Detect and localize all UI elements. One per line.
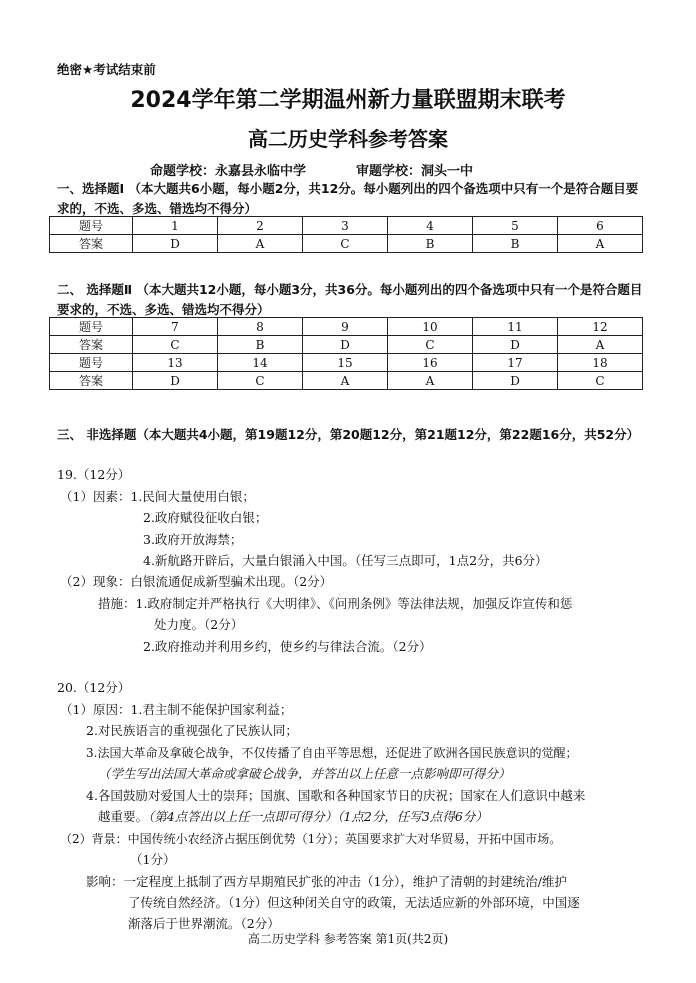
question-number: 11 [473, 318, 558, 336]
section1-heading: 一、选择题Ⅰ （本大题共6小题，每小题2分，共12分。每小题列出的四个备选项中只有一个是符合题目要求的，不选、多选、错选均不得分） [57, 181, 639, 216]
q20-line: 渐落后于世界潮流。（2分） [128, 916, 280, 931]
answer-cell: D [303, 336, 388, 354]
question-number: 13 [133, 354, 218, 372]
table-row [50, 336, 643, 354]
q19-title: 19.（12分） [57, 467, 131, 482]
q19-line: 2.政府赋役征收白银； [143, 510, 268, 525]
answer-cell: D [133, 372, 218, 390]
answer-cell: B [388, 235, 473, 253]
question-number: 17 [473, 354, 558, 372]
school-info [150, 160, 473, 179]
q19-line: （1）因素：1.民间大量使用白银； [60, 489, 255, 504]
q20-line: 影响：一定程度上抵制了西方早期殖民扩张的冲击（1分），维护了清朝的封建统治/维护 [86, 874, 567, 889]
table-row [50, 354, 643, 372]
question-number: 9 [303, 318, 388, 336]
question-number: 12 [558, 318, 643, 336]
q20-line: 2.对民族语言的重视强化了民族认同； [86, 723, 298, 738]
table-row [50, 217, 643, 235]
row-label: 题号 [50, 318, 133, 336]
table-row [50, 235, 643, 253]
section3-heading: 三、 非选择题（本大题共4小题，第19题12分，第20题12分，第21题12分，第22题16分，共52分） [57, 427, 640, 442]
section2-heading: 二、 选择题Ⅱ （本大题共12小题，每小题3分，共36分。每小题列出的四个备选项中只有一个是符合题目要求的，不选、多选、错选均不得分） [57, 282, 643, 317]
page-footer: 高二历史学科 参考答案 第1页(共2页) [247, 932, 449, 946]
q20-line-text: 越重要。 [98, 809, 149, 824]
table-row [50, 318, 643, 336]
answer-cell: A [388, 372, 473, 390]
question-number: 16 [388, 354, 473, 372]
answer-cell: C [303, 235, 388, 253]
q19-line: 4.新航路开辟后，大量白银涌入中国。（任写三点即可，1点2分，共6分） [143, 553, 548, 568]
q19-line: 处力度。（2分） [154, 617, 244, 632]
answer-cell: C [388, 336, 473, 354]
q20-title: 20.（12分） [57, 680, 131, 695]
q20-note: （第4点答出以上任一点即可得分）（1点2分，任写3点得6分） [148, 809, 488, 824]
row-label: 题号 [50, 354, 133, 372]
confidential-label: 绝密★考试结束前 [57, 62, 156, 77]
answer-cell: C [133, 336, 218, 354]
answer-cell: C [218, 372, 303, 390]
q20-line: （1）原因：1.君主制不能保护国家利益； [60, 702, 293, 717]
answer-cell: A [303, 372, 388, 390]
exam-title: 2024学年第二学期温州新力量联盟期末联考 [130, 88, 566, 113]
question-number: 7 [133, 318, 218, 336]
proposer-school: 命题学校：永嘉县永临中学 [150, 164, 307, 179]
q19-line: 2.政府推动并利用乡约，使乡约与律法合流。（2分） [143, 639, 432, 654]
question-number: 2 [218, 217, 303, 235]
q20-line: 了传统自然经济。（1分）但这种闭关自守的政策，无法适应新的外部环境，中国逐 [128, 895, 580, 910]
answer-cell: D [473, 372, 558, 390]
q20-line: 3.法国大革命及拿破仑战争，不仅传播了自由平等思想，还促进了欧洲各国民族意识的觉醒； [86, 746, 578, 760]
answer-cell: D [133, 235, 218, 253]
q20-line [98, 807, 488, 827]
row-label: 答案 [50, 372, 133, 390]
question-number: 8 [218, 318, 303, 336]
question-number: 18 [558, 354, 643, 372]
question-number: 3 [303, 217, 388, 235]
q19-line: （2）现象：白银流通促成新型骗术出现。（2分） [60, 574, 333, 589]
document-subtitle: 高二历史学科参考答案 [248, 127, 448, 151]
table-row [50, 372, 643, 390]
row-label: 答案 [50, 235, 133, 253]
answer-cell: A [558, 235, 643, 253]
q20-line: （1分） [130, 852, 176, 867]
section1-answer-table [49, 216, 643, 253]
section2-answer-table [49, 317, 643, 390]
answer-cell: B [473, 235, 558, 253]
reviewer-school: 审题学校：洞头一中 [356, 164, 474, 179]
question-number: 4 [388, 217, 473, 235]
answer-cell: B [218, 336, 303, 354]
answer-cell: A [558, 336, 643, 354]
q19-line: 3.政府开放海禁； [143, 532, 243, 547]
answer-cell: C [558, 372, 643, 390]
row-label: 答案 [50, 336, 133, 354]
q20-note: （学生写出法国大革命或拿破仑战争，并答出以上任意一点影响即可得分） [98, 766, 511, 781]
q20-line: 4.各国鼓励对爱国人士的崇拜；国旗、国歌和各种国家节日的庆祝；国家在人们意识中越来 [86, 788, 586, 803]
q20-line: （2）背景：中国传统小农经济占据压倒优势（1分）；英国要求扩大对华贸易，开拓中国市场。 [60, 832, 562, 846]
question-number: 1 [133, 217, 218, 235]
question-number: 14 [218, 354, 303, 372]
answer-cell: A [218, 235, 303, 253]
question-number: 6 [558, 217, 643, 235]
answer-cell: D [473, 336, 558, 354]
q19-line: 措施：1.政府制定并严格执行《大明律》、《问刑条例》等法律法规，加强反诈宣传和惩 [98, 596, 573, 611]
question-number: 10 [388, 318, 473, 336]
question-number: 15 [303, 354, 388, 372]
row-label: 题号 [50, 217, 133, 235]
question-number: 5 [473, 217, 558, 235]
